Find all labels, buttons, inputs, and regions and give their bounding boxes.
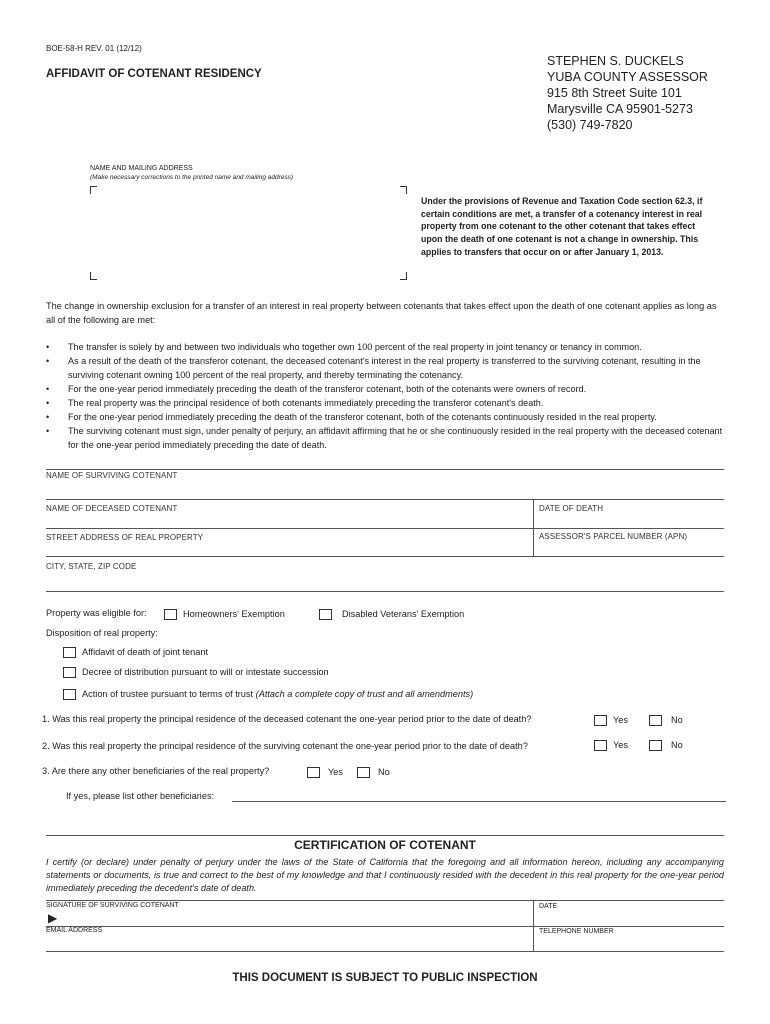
q3-no-option[interactable] bbox=[357, 765, 390, 779]
no-label: No bbox=[671, 740, 683, 750]
deceased-cotenant-field[interactable] bbox=[46, 514, 530, 526]
trustee-action-checkbox[interactable] bbox=[63, 689, 76, 700]
affidavit-joint-tenant-checkbox[interactable] bbox=[63, 647, 76, 658]
assessor-office: YUBA COUNTY ASSESSOR bbox=[547, 70, 708, 84]
homeowners-exemption-text: Homeowners' Exemption bbox=[183, 609, 285, 619]
date-label: DATE bbox=[539, 903, 558, 910]
yes-label: Yes bbox=[613, 715, 628, 725]
disabled-veterans-checkbox[interactable] bbox=[319, 609, 332, 620]
street-address-field[interactable] bbox=[46, 543, 530, 555]
question-2: 2. Was this real property the principal residence of the surviving cotenant the one-year period prior to the date of death? bbox=[42, 741, 528, 751]
q1-no-checkbox[interactable] bbox=[649, 715, 662, 726]
q2-no-option[interactable] bbox=[649, 738, 683, 752]
arrow-icon: ▶ bbox=[48, 911, 58, 925]
divider bbox=[46, 469, 724, 470]
q2-yes-checkbox[interactable] bbox=[594, 740, 607, 751]
trustee-action-note: (Attach a complete copy of trust and all amendments) bbox=[255, 689, 474, 699]
telephone-field[interactable] bbox=[539, 937, 723, 950]
divider bbox=[46, 528, 724, 529]
divider bbox=[46, 926, 724, 927]
assessor-block bbox=[547, 53, 708, 133]
trustee-action-option[interactable] bbox=[63, 687, 473, 701]
apn-field[interactable] bbox=[539, 542, 723, 555]
surviving-cotenant-label: NAME OF SURVIVING COTENANT bbox=[46, 471, 178, 480]
address-sublabel: (Make necessary corrections to the printed name and mailing address) bbox=[90, 174, 294, 181]
yes-label: Yes bbox=[328, 767, 343, 777]
form-id: BOE-58-H REV. 01 (12/12) bbox=[46, 44, 142, 53]
divider bbox=[46, 556, 724, 557]
certification-text: I certify (or declare) under penalty of perjury under the laws of the State of California that the foregoing and all information hereon, including any accompanying statements or documents, is true and correct to the best of my knowledge and that I continuously resided with the decedent in this real property for the one-year period immediately preceding the decedent's date of death. bbox=[46, 857, 724, 893]
date-of-death-label: DATE OF DEATH bbox=[539, 504, 604, 513]
telephone-label: TELEPHONE NUMBER bbox=[539, 928, 614, 935]
question-1: 1. Was this real property the principal residence of the deceased cotenant the one-year period prior to the date of death? bbox=[42, 714, 532, 724]
provisions-text: Under the provisions of Revenue and Taxation Code section 62.3, if certain conditions are met, a transfer of a cotenancy interest in real property from one cotenant to the other cotenant that takes effect upon the death of one cotenant is not a change in ownership. This applies to transfers that occur on or after January 1, 2013. bbox=[421, 196, 703, 257]
homeowners-exemption-checkbox[interactable] bbox=[164, 609, 177, 620]
no-label: No bbox=[378, 767, 390, 777]
requirement-item: • As a result of the death of the transferor cotenant, the deceased cotenant's interest in the real property is transferred to the surviving cotenant, resulting in the surviving cotenant owning 100 percent of the real property, and thereby terminating the cotenancy. bbox=[46, 356, 701, 380]
email-label: EMAIL ADDRESS bbox=[46, 927, 103, 934]
surviving-cotenant-field[interactable] bbox=[46, 482, 724, 498]
decree-distribution-checkbox[interactable] bbox=[63, 667, 76, 678]
deceased-cotenant-label: NAME OF DECEASED COTENANT bbox=[46, 504, 178, 513]
disabled-veterans-exemption-option[interactable] bbox=[319, 607, 464, 621]
assessor-street: 915 8th Street Suite 101 bbox=[547, 86, 682, 100]
requirement-item: • The real property was the principal residence of both cotenants immediately preceding the transferor cotenant's death. bbox=[46, 398, 544, 408]
assessor-name: STEPHEN S. DUCKELS bbox=[547, 54, 684, 68]
requirement-item: • The transfer is solely by and between two individuals who together own 100 percent of the real property in joint tenancy or tenancy in common. bbox=[46, 342, 642, 352]
street-address-label: STREET ADDRESS OF REAL PROPERTY bbox=[46, 533, 204, 542]
apn-label: ASSESSOR'S PARCEL NUMBER (APN) bbox=[539, 532, 688, 541]
signature-label: SIGNATURE OF SURVIVING COTENANT bbox=[46, 902, 179, 909]
corner-top-right bbox=[400, 186, 407, 194]
decree-distribution-option[interactable] bbox=[63, 665, 329, 679]
assessor-city: Marysville CA 95901-5273 bbox=[547, 102, 693, 116]
address-label: NAME AND MAILING ADDRESS bbox=[90, 165, 193, 172]
email-field[interactable] bbox=[46, 936, 530, 950]
decree-distribution-text: Decree of distribution pursuant to will or intestate succession bbox=[82, 667, 329, 677]
no-label: No bbox=[671, 715, 683, 725]
beneficiaries-label: If yes, please list other beneficiaries: bbox=[66, 791, 215, 801]
divider bbox=[46, 835, 724, 836]
divider bbox=[46, 951, 724, 952]
date-of-death-field[interactable] bbox=[539, 514, 723, 526]
signature-field[interactable] bbox=[64, 912, 530, 926]
beneficiaries-field[interactable] bbox=[232, 790, 726, 802]
q3-yes-option[interactable] bbox=[307, 765, 343, 779]
q1-yes-checkbox[interactable] bbox=[594, 715, 607, 726]
q2-yes-option[interactable] bbox=[594, 738, 628, 752]
requirement-item: • The surviving cotenant must sign, under penalty of perjury, an affidavit affirming that he or she continuously resided in the real property with the deceased cotenant for the one-year period immediately preceding the date of death. bbox=[46, 426, 723, 450]
q3-no-checkbox[interactable] bbox=[357, 767, 370, 778]
divider bbox=[46, 591, 724, 592]
eligible-label: Property was eligible for: bbox=[46, 608, 147, 618]
corner-bottom-left bbox=[90, 272, 97, 280]
intro-text: The change in ownership exclusion for a transfer of an interest in real property between cotenants that takes effect upon the death of one cotenant applies as long as all of the following are met: bbox=[46, 301, 717, 325]
affidavit-joint-tenant-text: Affidavit of death of joint tenant bbox=[82, 647, 208, 657]
divider bbox=[46, 900, 724, 901]
disposition-label: Disposition of real property: bbox=[46, 628, 158, 638]
divider bbox=[46, 499, 724, 500]
question-3: 3. Are there any other beneficiaries of the real property? bbox=[42, 766, 270, 776]
corner-top-left bbox=[90, 186, 97, 194]
q3-yes-checkbox[interactable] bbox=[307, 767, 320, 778]
q1-yes-option[interactable] bbox=[594, 713, 628, 727]
city-state-zip-label: CITY, STATE, ZIP CODE bbox=[46, 562, 137, 571]
date-field[interactable] bbox=[539, 912, 723, 926]
certification-heading: CERTIFICATION OF COTENANT bbox=[294, 838, 476, 852]
city-state-zip-field[interactable] bbox=[46, 572, 724, 590]
corner-bottom-right bbox=[400, 272, 407, 280]
public-inspection-notice: THIS DOCUMENT IS SUBJECT TO PUBLIC INSPECTION bbox=[232, 972, 538, 984]
requirements-list bbox=[46, 340, 724, 452]
disabled-veterans-text: Disabled Veterans' Exemption bbox=[342, 609, 465, 619]
homeowners-exemption-option[interactable] bbox=[164, 607, 285, 621]
requirement-item: • For the one-year period immediately preceding the death of the transferor cotenant, both of the cotenants continuously resided in the real property. bbox=[46, 412, 657, 422]
trustee-action-text: Action of trustee pursuant to terms of trust bbox=[82, 689, 254, 699]
affidavit-joint-tenant-option[interactable] bbox=[63, 645, 208, 659]
assessor-phone: (530) 749-7820 bbox=[547, 118, 633, 132]
q1-no-option[interactable] bbox=[649, 713, 683, 727]
form-title: AFFIDAVIT OF COTENANT RESIDENCY bbox=[46, 68, 262, 80]
q2-no-checkbox[interactable] bbox=[649, 740, 662, 751]
requirement-item: • For the one-year period immediately preceding the death of the transferor cotenant, both of the cotenants were owners of record. bbox=[46, 384, 587, 394]
yes-label: Yes bbox=[613, 740, 628, 750]
